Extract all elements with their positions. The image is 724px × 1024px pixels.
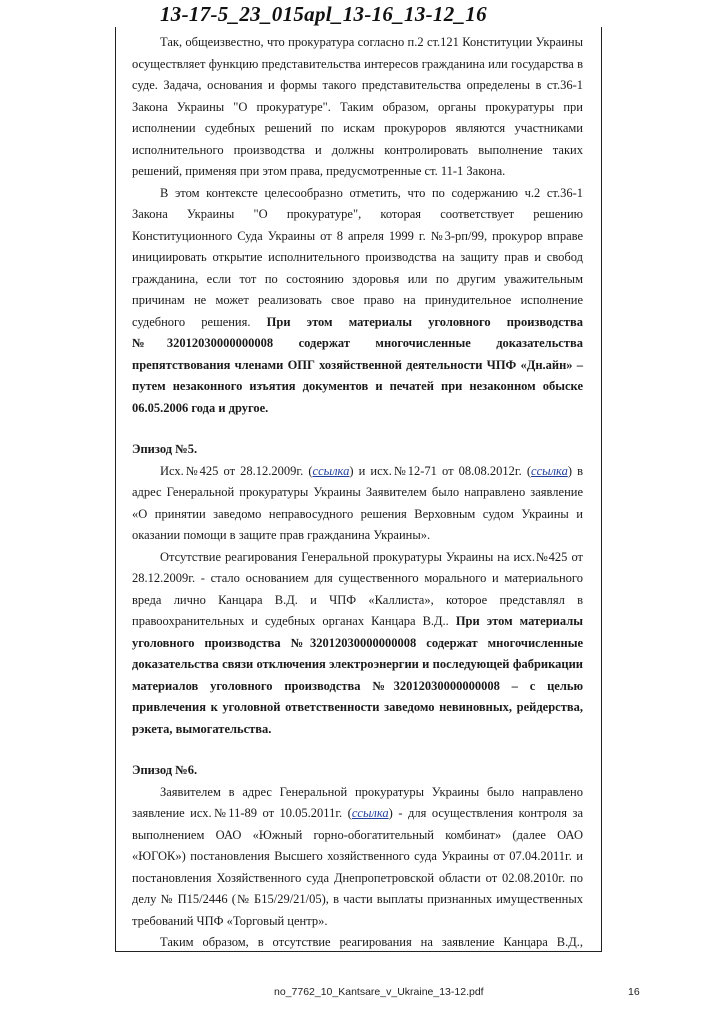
paragraph-text: Отсутствие реагирования Генеральной прокуратуры Украины на исх.№425 от 28.12.2009г. - стало основанием для существенного морального и материального вреда лично Канцара В.Д. и ЧПФ «Каллиста», которое представлял в правоохранительных и судебных органах Канцара В.Д.. [132, 549, 583, 628]
paragraph-text: В этом контексте целесообразно отметить, что по содержанию ч.2 ст.36-1 Закона Украины "О прокуратуре", которая соответствует решению Конституционного Суда Украины от 8 апреля 1999 г. №3-рп/99, прокурор вправе инициировать открытие исполнительного производства на защиту прав и свобод гражданина, если тот по состоянию здоровья или по другим уважительным причинам не может реализовать свое право на принудительное исполнение судебного решения. [132, 185, 583, 329]
reference-link-1[interactable]: ссылка [312, 463, 350, 478]
paragraph-text: ) в адрес Генеральной прокуратуры Украины Заявителем было направлено заявление «О принятии заведомо неправосудного решения Верховным судом Украины и оказании помощи в защите прав гражданина Украины». [132, 463, 583, 542]
episode-5-paragraph-1 [132, 461, 583, 547]
paragraph-text: ) и исх.№12-71 от 08.08.2012г. ( [349, 463, 532, 478]
episode-5-heading: Эпизод №5. [132, 442, 198, 456]
episode-6-paragraph-2 [132, 932, 583, 952]
page-frame [115, 27, 602, 952]
reference-link[interactable]: ссылка [351, 806, 389, 820]
paragraph-text: Заявителем в адрес Генеральной прокуратуры Украины было направлено заявление исх.№11-89 от 10.05.2011г. ( [132, 784, 583, 820]
paragraph-text: Таким образом, в отсутствие реагирования на заявление Канцара В.Д., [160, 935, 583, 949]
document-body [132, 32, 583, 952]
paragraph-bold-text: При этом материалы уголовного производства №32012030000000008 содержат многочисленные доказательства связи отключения электроэнергии и последующей фабрикации материалов уголовного производства №32012030000000008 – с целью привлечения к уголовной ответственности заведомо невиновных, рейдерства, рэкета, вымогательства. [132, 614, 583, 736]
spacer [132, 740, 583, 760]
footer-filename: no_7762_10_Kantsare_v_Ukraine_13-12.pdf [274, 986, 484, 998]
episode-5-paragraph-2 [132, 547, 583, 741]
episode-6-heading: Эпизод №6. [132, 763, 198, 777]
paragraph-text: ) - для осуществления контроля за выполнением ОАО «Южный горно-обогатительный комбинат» (далее ОАО «ЮГОК») постановления Высшего хозяйственного суда Украины от 07.04.2011г. и постановления Хозяйственного суда Днепропетровской области от 02.08.2010г. по делу № П15/2446 (№ Б15/29/21/05), в части выплаты признанных имущественных требований ЧПФ «Торговый центр». [132, 806, 583, 928]
paragraph-prosecutor-function: Так, общеизвестно, что прокуратура согласно п.2 ст.121 Конституции Украины осуществляет функцию представительства интересов гражданина или государства в суде. Задача, основания и формы такого представительства определены в ст.36-1 Закона Украины "О прокуратуре". Таким образом, органы прокуратуры при исполнении судебных решений по искам прокуроров являются участниками исполнительного производства и должны контролировать выполнение таких решений, применяя при этом права, предусмотренные ст. 11-1 Закона. [132, 35, 583, 178]
paragraph-text: Исх.№425 от 28.12.2009г. ( [160, 463, 313, 478]
spacer [132, 419, 583, 439]
paragraph-enforcement-context [132, 183, 583, 420]
document-header-title: 13-17-5_23_015apl_13-16_13-12_16 [160, 2, 487, 26]
paragraph-bold-text: При этом материалы уголовного производства №32012030000000008 содержат многочисленные доказательства препятствования членами ОПГ хозяйственной деятельности ЧПФ «Дн.айн» – путем незаконного изъятия документов и печатей при незаконном обыске 06.05.2006 года и другое. [132, 314, 584, 415]
episode-6-paragraph-1 [132, 782, 583, 933]
page-number: 16 [628, 986, 640, 998]
reference-link-2[interactable]: ссылка [531, 463, 568, 478]
